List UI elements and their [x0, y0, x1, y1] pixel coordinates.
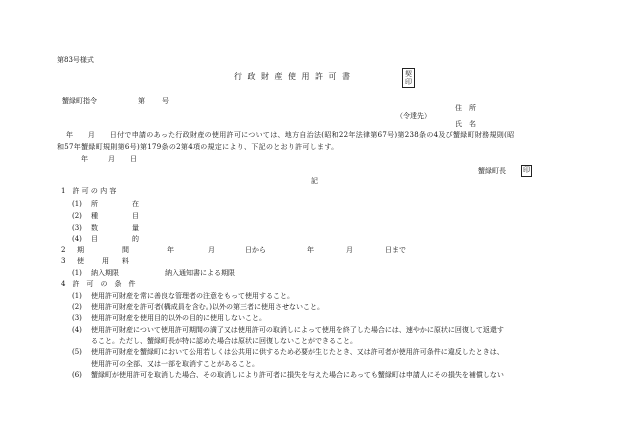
issuer-name: 蟹緑町長: [478, 167, 506, 175]
condition-num: (3): [72, 314, 82, 322]
section3-label: 用: [102, 257, 109, 265]
section3-label: 使: [77, 257, 84, 265]
date-year: 年: [81, 155, 88, 163]
section3-label: 料: [122, 257, 129, 265]
payment-deadline-label: 納入期限: [91, 269, 119, 277]
period-month-until: 月: [346, 246, 353, 254]
item-num: (1): [72, 200, 82, 208]
contract-stamp: 契 印: [402, 68, 415, 88]
item-label: 数: [91, 224, 98, 232]
period-year-until: 年: [307, 246, 314, 254]
date-day: 日: [130, 155, 137, 163]
condition-text: 使用許可財産を使用目的以外の目的に使用しないこと。: [91, 314, 266, 322]
condition-text-continued: ること。ただし、蟹緑町長が特に認めた場合は原状に回復しないことができること。: [91, 337, 357, 345]
item-num: (1): [72, 269, 82, 277]
body-line-1: 年 月 日付で申請のあった行政財産の使用許可については、地方自治法(昭和22年法律第67号)第238条の4及び蟹緑町財務規則(昭: [66, 131, 515, 139]
condition-text-continued: 使用許可の全部、又は一部を取消すことがあること。: [91, 360, 259, 368]
destination-label: （令達先）: [396, 112, 431, 120]
payment-deadline-value: 納入通知書による期限: [165, 269, 235, 277]
period-year-from: 年: [167, 246, 174, 254]
condition-num: (6): [72, 371, 82, 379]
item-label: 量: [132, 224, 139, 232]
item-label: 種: [91, 212, 98, 220]
date-month: 月: [108, 155, 115, 163]
condition-num: (5): [72, 348, 82, 356]
body-line-2: 和57年蟹緑町規則第6号)第179条の2第4項の規定により、下記のとおり許可します。: [57, 143, 339, 151]
section2-label: 間: [122, 246, 129, 254]
condition-num: (4): [72, 326, 82, 334]
ki-heading: 記: [311, 177, 318, 185]
section2-num: 2: [61, 246, 66, 254]
section3-num: 3: [61, 257, 66, 265]
period-day-from: 日から: [245, 246, 266, 254]
item-label: 在: [132, 200, 139, 208]
item-num: (3): [72, 224, 82, 232]
condition-num: (2): [72, 303, 82, 311]
condition-text: 使用許可財産を許可者(構成員を含む。)以外の第三者に使用させないこと。: [91, 303, 324, 311]
form-number: 第83号様式: [57, 56, 94, 64]
section4-heading: 4 許 可 の 条 件: [61, 280, 136, 288]
document-title: 行政財産使用許可書: [234, 72, 356, 81]
item-num: (4): [72, 235, 82, 243]
issuer-seal: 印: [521, 165, 532, 177]
condition-text: 使用許可財産について使用許可期間の満了又は使用許可の取消しによって使用を終了した場合には、速やかに原状に回復して返還す: [91, 326, 504, 334]
condition-text: 蟹緑町が使用許可を取消した場合、その取消しにより許可者に損失を与えた場合にあっても蟹緑町は申請人にその損失を補償しない: [91, 371, 504, 379]
condition-text: 使用許可財産を常に善良な管理者の注意をもって使用すること。: [91, 292, 294, 300]
permit-number-suffix: 号: [162, 97, 169, 105]
permit-number-middle: 第: [138, 97, 145, 105]
item-label: 的: [132, 235, 139, 243]
address-label: 住 所: [455, 104, 476, 112]
condition-text: 使用許可財産を蟹緑町において公用若しくは公共用に供するため必要が生じたとき、又は許可者が使用許可条件に違反したときは、: [91, 348, 504, 356]
item-label: 目: [91, 235, 98, 243]
item-label: 目: [132, 212, 139, 220]
item-num: (2): [72, 212, 82, 220]
name-label: 氏 名: [455, 120, 476, 128]
permit-number-prefix: 蟹緑町指令: [62, 97, 97, 105]
condition-num: (1): [72, 292, 82, 300]
section2-label: 期: [77, 246, 84, 254]
item-label: 所: [91, 200, 98, 208]
section1-heading: 1 許 可 の 内 容: [61, 187, 117, 195]
period-month-from: 月: [208, 246, 215, 254]
period-day-until: 日まで: [385, 246, 406, 254]
